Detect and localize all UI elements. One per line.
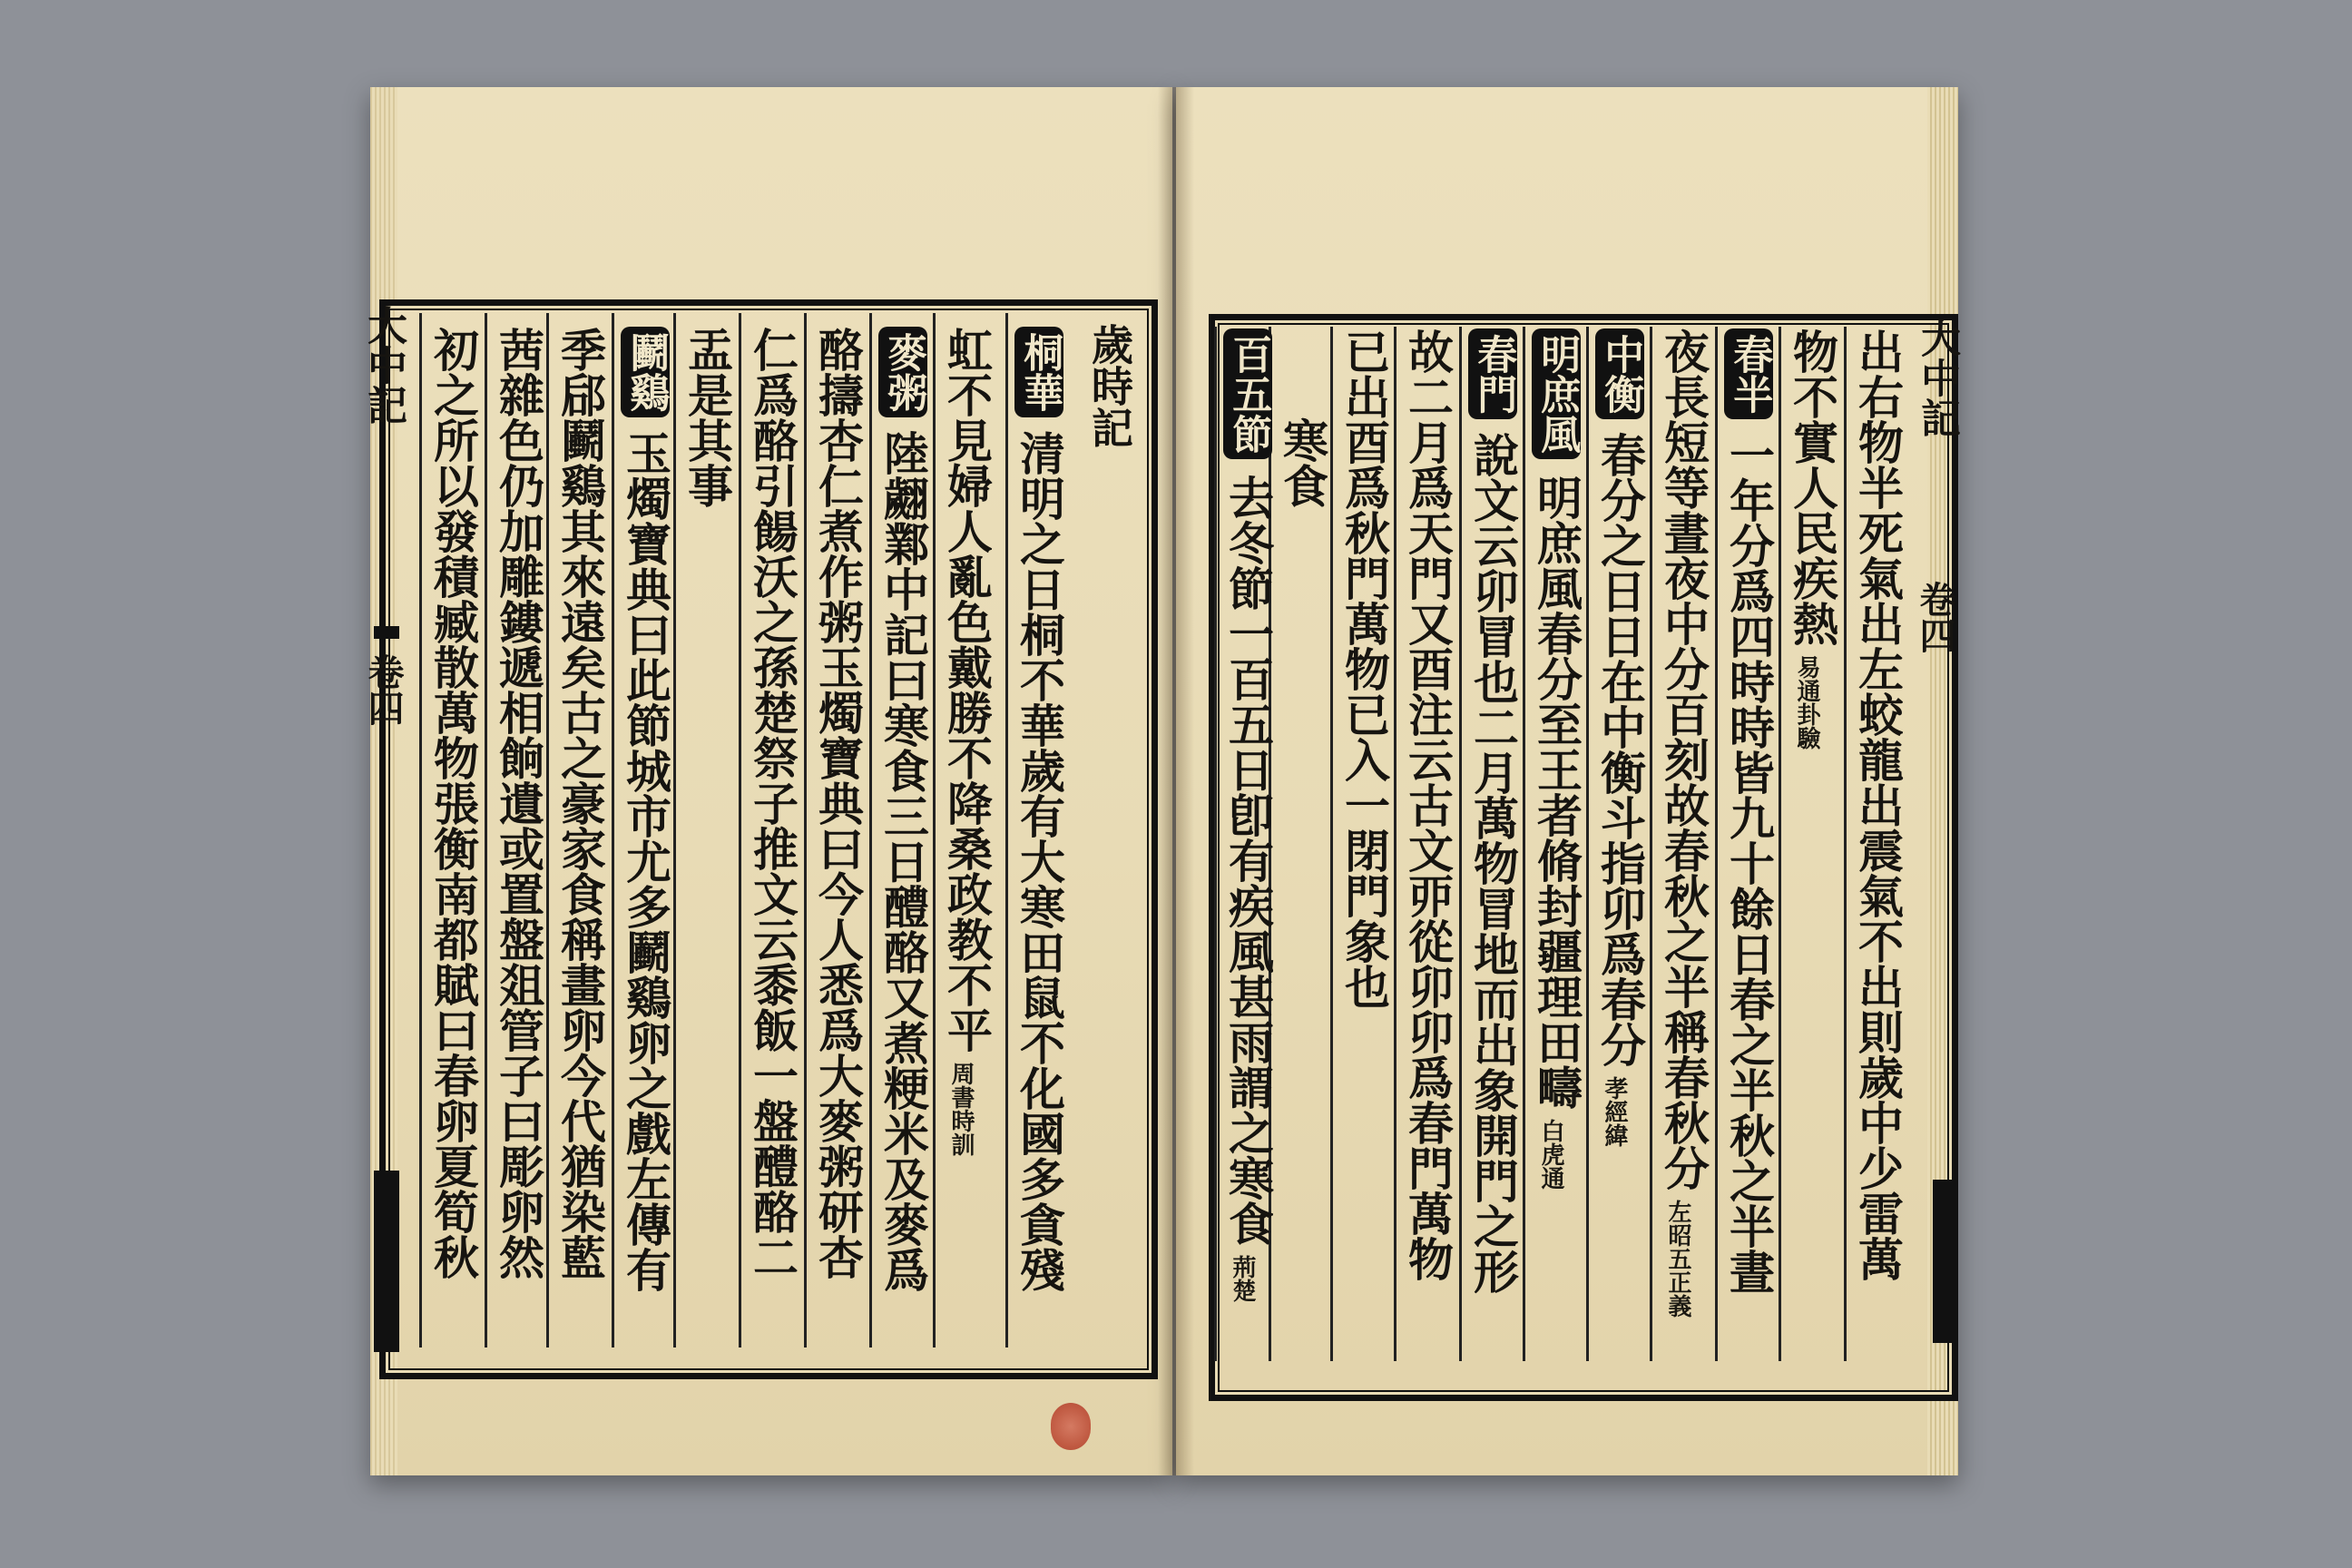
right-margin-volume: 卷四 — [1914, 581, 1956, 653]
column-rule — [933, 313, 936, 1348]
text-column: 故二月爲天門又酉注云古文丣從卯卯爲春門萬物 — [1401, 328, 1455, 1281]
column-rule — [1394, 327, 1396, 1361]
text-column: 夜長短等晝夜中分百刻故春秋之半稱春秋分 — [1657, 328, 1710, 1191]
text-column: 玉燭寶典曰此節城市尤多鬬鷄卵之戲左傳有 — [619, 430, 672, 1293]
inline-annotation: 周書時訓 — [947, 1062, 975, 1156]
column-rule — [1779, 327, 1781, 1361]
inline-annotation: 荊楚 — [1229, 1254, 1256, 1302]
inline-annotation: 孝經緯 — [1601, 1076, 1628, 1148]
text-column: 酪擣杏仁煮作粥玉燭寶典曰今人悉爲大麥粥研杏 — [811, 327, 865, 1279]
section-label: 春半 — [1724, 328, 1773, 419]
left-margin-title: 大中記 — [360, 305, 407, 425]
column-rule — [1459, 327, 1462, 1361]
text-column: 寒食 — [1276, 417, 1329, 508]
text-column: 明庶風春分至王者脩封疆理田疇 — [1530, 474, 1583, 1110]
text-column: 已出酉爲秋門萬物已入一閉門象也 — [1338, 328, 1391, 1009]
column-rule — [673, 313, 676, 1348]
section-label: 中衡 — [1595, 328, 1644, 419]
left-margin-block — [374, 1171, 399, 1352]
text-column: 季郈鬬鷄其來遠矣古之豪家食稱畫卵今代猶染藍 — [554, 327, 607, 1279]
left-fishtail-mark — [374, 626, 399, 639]
column-rule — [1330, 327, 1333, 1361]
column-rule — [1005, 313, 1008, 1348]
page-header: 歲時記 — [1085, 323, 1134, 448]
text-column: 虹不見婦人亂色戴勝不降桑政教不平 — [940, 327, 994, 1053]
right-margin-title: 大中記 — [1914, 318, 1960, 437]
right-margin-block — [1933, 1180, 1956, 1343]
section-label: 桐華 — [1014, 327, 1063, 417]
column-rule — [1214, 327, 1217, 1361]
text-column: 春分之日日在中衡斗指卯爲春分 — [1593, 432, 1647, 1068]
inline-annotation: 白虎通 — [1537, 1118, 1564, 1190]
text-column: 清明之日桐不華歲有大寒田鼠不化國多貪殘 — [1013, 430, 1066, 1293]
column-rule — [546, 313, 549, 1348]
inline-annotation: 左昭五正義 — [1664, 1200, 1691, 1318]
text-column: 茜雜色仍加雕鏤遞相餉遺或置盤爼管子曰彫卵然 — [492, 327, 545, 1279]
column-rule — [869, 313, 872, 1348]
column-rule — [485, 313, 487, 1348]
inline-annotation: 易通卦驗 — [1793, 655, 1820, 750]
section-label: 明庶風 — [1532, 328, 1581, 459]
section-label: 百五節 — [1223, 328, 1272, 459]
book-gutter — [1158, 87, 1194, 1475]
column-rule — [739, 313, 741, 1348]
text-column: 出右物半死氣出左蛟龍出震氣不出則歲中少雷萬 — [1851, 328, 1905, 1281]
section-label: 春門 — [1468, 328, 1517, 419]
column-rule — [612, 313, 614, 1348]
text-column: 仁爲酪引餳沃之孫楚祭子推文云黍飯一盤醴酪二 — [746, 327, 799, 1279]
section-label: 鬬鷄 — [621, 327, 670, 417]
column-rule — [1650, 327, 1652, 1361]
text-column: 初之所以發積臧散萬物張衡南都賦曰春卵夏筍秋 — [426, 327, 480, 1279]
text-column: 陸翽鄴中記曰寒食三日醴酪又煮粳米及麥爲 — [877, 430, 930, 1293]
text-column: 一年分爲四時時皆九十餘日春之半秋之半晝 — [1722, 432, 1776, 1295]
section-label: 麥粥 — [878, 327, 927, 417]
text-column: 去冬節一百五日卽有疾風甚雨謂之寒食 — [1221, 474, 1275, 1246]
column-rule — [1715, 327, 1718, 1361]
column-rule — [1844, 327, 1847, 1361]
left-margin-volume: 卷四 — [362, 653, 405, 726]
text-column: 盂是其事 — [681, 327, 734, 508]
column-rule — [804, 313, 807, 1348]
column-rule — [1586, 327, 1589, 1361]
column-rule — [419, 313, 422, 1348]
text-column: 物不實人民疾熱 — [1786, 328, 1839, 646]
red-seal-stamp — [1051, 1403, 1091, 1450]
text-column: 說文云卯冒也二月萬物冒地而出象開門之形 — [1466, 432, 1520, 1295]
column-rule — [1523, 327, 1525, 1361]
